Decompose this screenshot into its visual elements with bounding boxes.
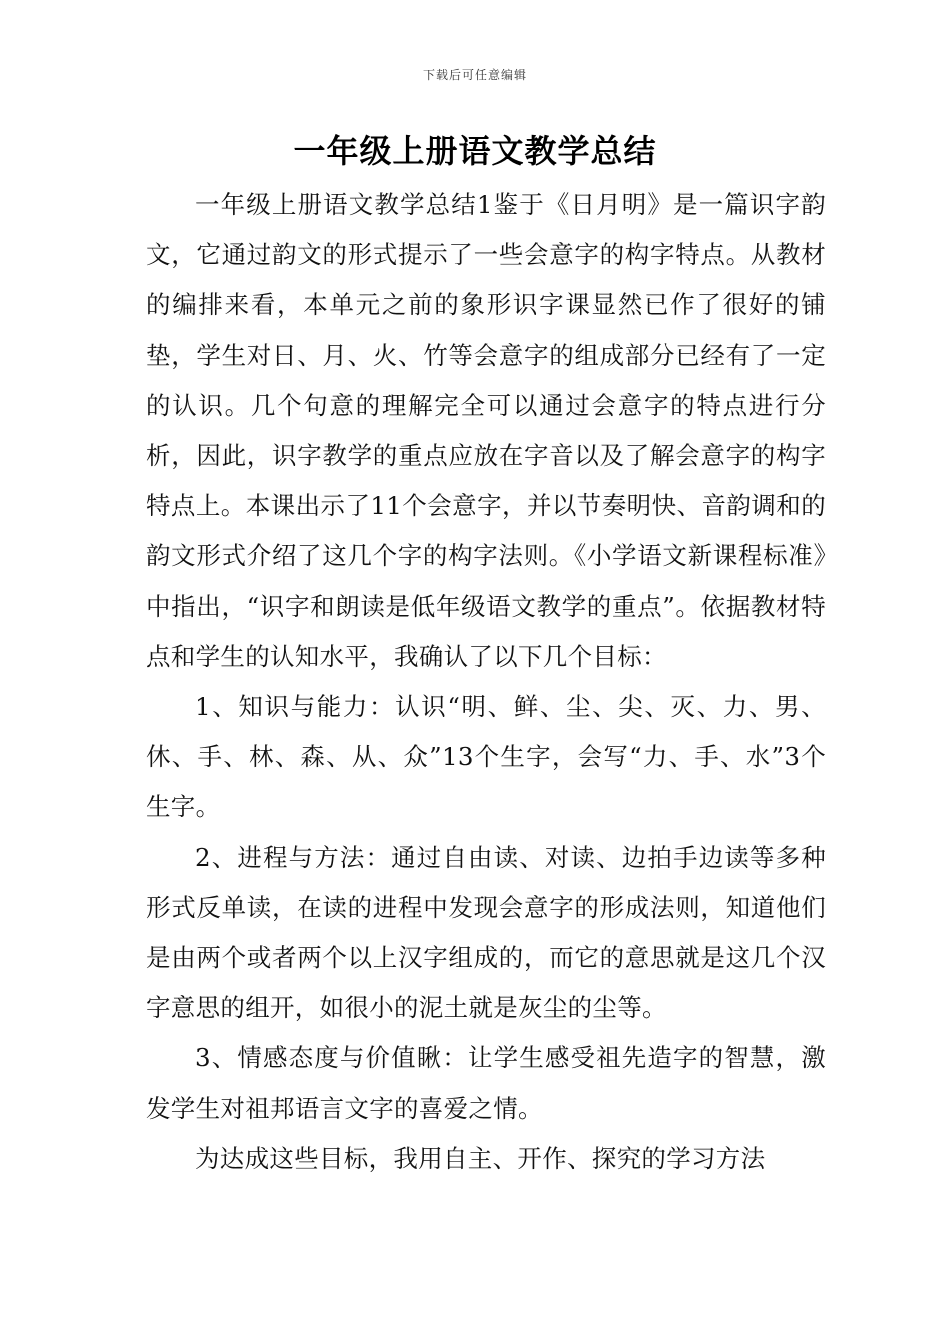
document-body	[146, 180, 826, 1184]
paragraph-intro: 一年级上册语文教学总结1鉴于《日月明》是一篇识字韵文，它通过韵文的形式提示了一些会意字的构字特点。从教材的编排来看，本单元之前的象形识字课显然已作了很好的铺垫，学生对日、月、火、竹等会意字的组成部分已经有了一定的认识。几个句意的理解完全可以通过会意字的特点进行分析，因此，识字教学的重点应放在字音以及了解会意字的构字特点上。本课出示了11个会意字，并以节奏明快、音韵调和的韵文形式介绍了这几个字的构字法则。《小学语文新课程标准》中指出，“识字和朗读是低年级语文教学的重点”。依据教材特点和学生的认知水平，我确认了以下几个目标：	[146, 190, 826, 671]
paragraph-goal-knowledge: 1、知识与能力：认识“明、鲜、尘、尖、灭、力、男、休、手、林、森、从、众”13个生字，会写“力、手、水”3个生字。	[146, 692, 826, 822]
paragraph-goal-process: 2、进程与方法：通过自由读、对读、边拍手边读等多种形式反单读，在读的进程中发现会意字的形成法则，知道他们是由两个或者两个以上汉字组成的，而它的意思就是这几个汉字意思的组开，如很小的泥土就是灰尘的尘等。	[146, 842, 826, 1023]
header-note: 下载后可任意编辑	[422, 68, 527, 82]
document-title: 一年级上册语文教学总结	[293, 132, 657, 170]
paragraph-method: 为达成这些目标，我用自主、开作、探究的学习方法	[195, 1143, 766, 1173]
paragraph-goal-emotion: 3、情感态度与价值瞅：让学生感受祖先造字的智慧，激发学生对祖邦语言文字的喜爱之情。	[146, 1043, 826, 1123]
